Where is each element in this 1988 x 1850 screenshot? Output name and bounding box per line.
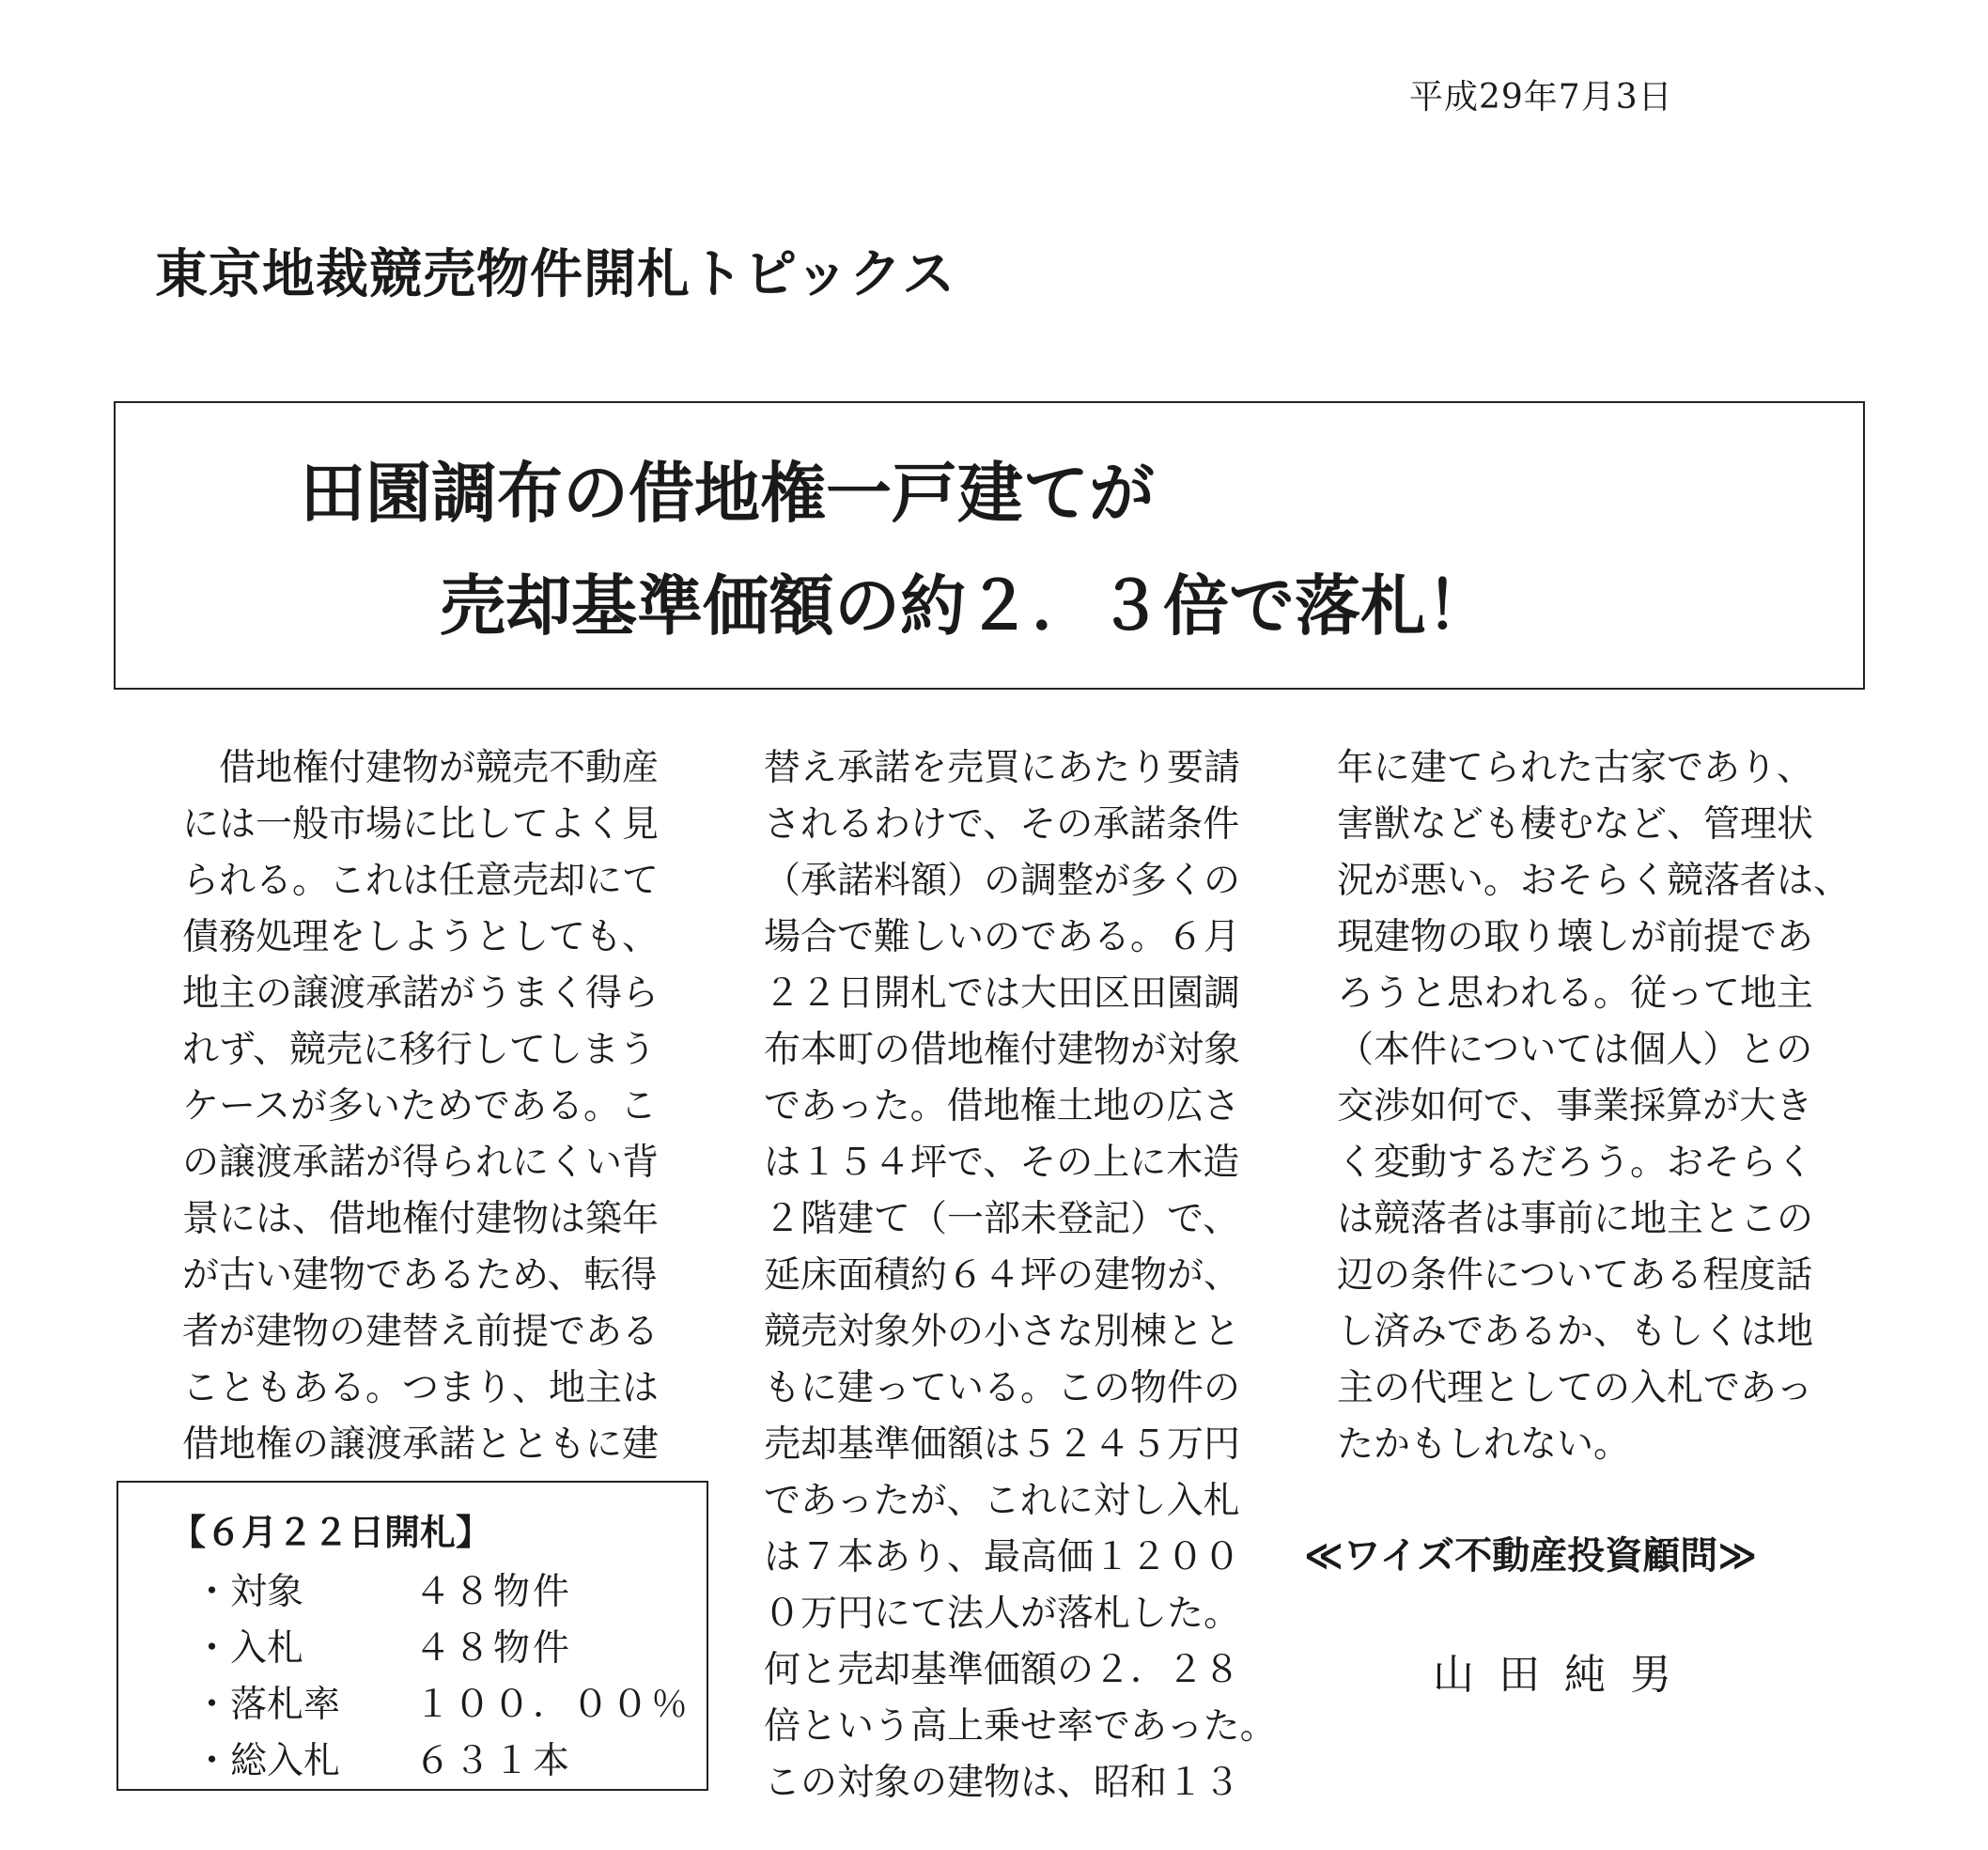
text-line: ０万円にて法人が落札した。 (764, 1593, 1241, 1635)
stats-label: ・総入札 (194, 1740, 341, 1782)
text-line: 交渉如何で、事業採算が大き (1337, 1085, 1813, 1127)
text-line: 売却基準価額は５２４５万円 (764, 1423, 1241, 1466)
text-line: こともある。つまり、地主は (182, 1367, 660, 1409)
text-line: 主の代理としての入札であっ (1337, 1367, 1813, 1409)
text-line: には一般市場に比してよく見 (182, 803, 660, 846)
text-line: は競落者は事前に地主とこの (1337, 1198, 1814, 1240)
text-line: 倍という高上乗せ率であった。 (764, 1705, 1277, 1748)
text-line: 布本町の借地権付建物が対象 (764, 1029, 1241, 1071)
stats-value: １００．００％ (414, 1684, 691, 1726)
text-line: （本件については個人）との (1337, 1029, 1813, 1071)
text-line: し済みであるか、もしくは地 (1337, 1311, 1814, 1353)
stats-label: ・対象 (194, 1571, 304, 1613)
headline-box (114, 401, 1865, 690)
text-line: が古い建物であるため、転得 (182, 1254, 658, 1297)
author-name: 山田純男 (1433, 1651, 1696, 1699)
stats-value: ４８物件 (414, 1571, 573, 1613)
text-line: されるわけで、その承諾条件 (764, 803, 1240, 846)
headline-line-1: 田園調布の借地権一戸建てが (300, 455, 1155, 532)
text-line: ２階建て（一部未登記）で、 (764, 1198, 1240, 1240)
text-line: 者が建物の建替え前提である (182, 1311, 660, 1353)
stats-label: ・入札 (194, 1627, 304, 1670)
text-line: ２２日開札では大田区田園調 (764, 972, 1241, 1015)
headline-line-2: 売却基準価額の約２．３倍で落札！ (440, 567, 1492, 645)
text-line: 延床面積約６４坪の建物が、 (764, 1254, 1241, 1297)
text-line: 債務処理をしようとしても、 (182, 916, 660, 958)
stats-heading: 【６月２２日開札】 (170, 1512, 492, 1553)
text-line: の譲渡承諾が得られにくい背 (182, 1142, 660, 1184)
text-line: 何と売却基準価額の２．２８ (764, 1649, 1241, 1691)
stats-label: ・落札率 (194, 1684, 341, 1726)
text-line: 年に建てられた古家であり、 (1337, 747, 1814, 789)
text-line: 替え承諾を売買にあたり要請 (764, 747, 1241, 789)
text-line: 地主の譲渡承諾がうまく得ら (182, 972, 660, 1015)
text-line: く変動するだろう。おそらく (1337, 1142, 1814, 1184)
text-line: れず、競売に移行してしまう (182, 1029, 656, 1071)
text-line: 辺の条件についてある程度話 (1337, 1254, 1813, 1297)
text-line: 害獣なども棲むなど、管理状 (1337, 803, 1814, 846)
organization-name: ≪ワイズ不動産投資顧問≫ (1304, 1534, 1758, 1578)
article-column-2 (764, 740, 1277, 1811)
article-column-1 (182, 740, 690, 1473)
text-line: 競売対象外の小さな別棟とと (764, 1311, 1241, 1353)
text-line: （承諾料額）の調整が多くの (764, 860, 1241, 902)
text-line: られる。これは任意売却にて (182, 860, 660, 902)
text-line: 景には、借地権付建物は築年 (182, 1198, 660, 1240)
text-line: であったが、これに対し入札 (764, 1480, 1240, 1522)
text-line: 況が悪い。おそらく競落者は、 (1337, 860, 1851, 902)
text-line: であった。借地権土地の広さ (764, 1085, 1240, 1127)
text-line: 借地権付建物が競売不動産 (219, 747, 660, 789)
text-line: ろうと思われる。従って地主 (1337, 972, 1814, 1015)
text-line: 現建物の取り壊しが前提であ (1337, 916, 1814, 958)
document-date: 平成29年7月3日 (1409, 78, 1673, 117)
article-column-3 (1337, 740, 1851, 1473)
text-line: ケースが多いためである。こ (182, 1085, 658, 1127)
text-line: は１５４坪で、その上に木造 (764, 1142, 1240, 1184)
topic-title: 東京地裁競売物件開札トピックス (155, 244, 956, 305)
stats-value: ６３１本 (414, 1740, 573, 1782)
text-line: は７本あり、最高価１２００ (764, 1536, 1241, 1578)
text-line: たかもしれない。 (1337, 1423, 1631, 1466)
stats-value: ４８物件 (414, 1627, 573, 1670)
text-line: 場合で難しいのである。６月 (764, 916, 1241, 958)
auction-stats-box (116, 1481, 708, 1791)
text-line: 借地権の譲渡承諾とともに建 (182, 1423, 660, 1466)
text-line: この対象の建物は、昭和１３ (764, 1762, 1241, 1804)
text-line: もに建っている。この物件の (764, 1367, 1241, 1409)
